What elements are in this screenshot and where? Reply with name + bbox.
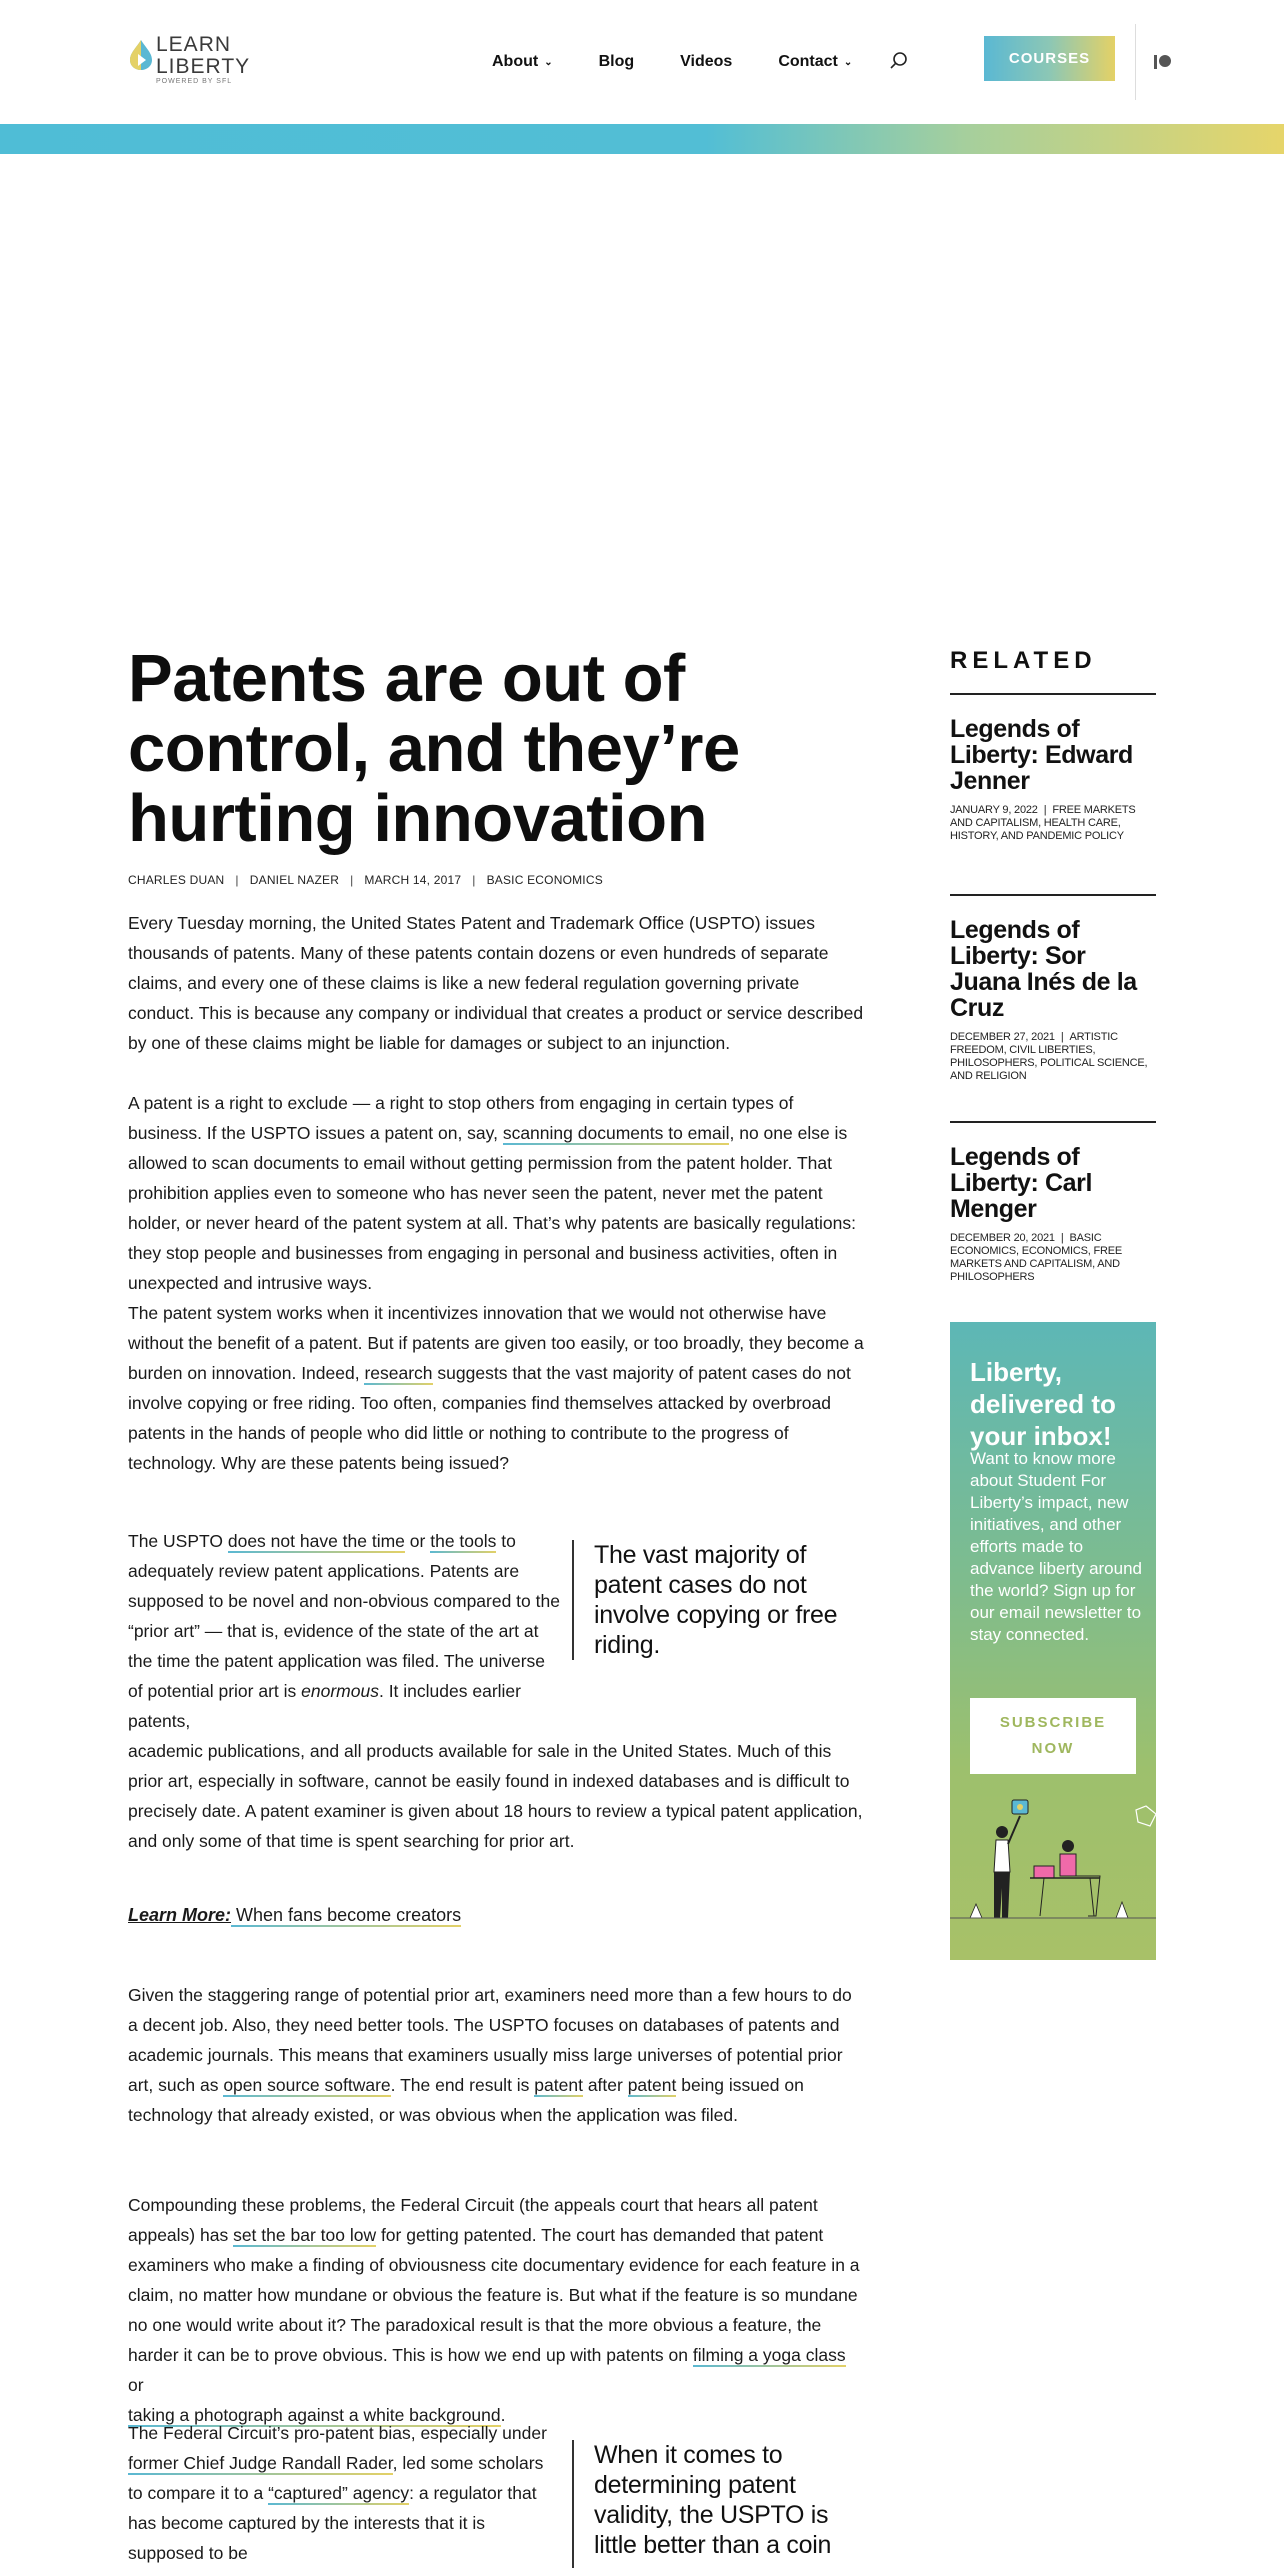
logo-tagline: POWERED BY SFL: [156, 78, 233, 85]
inline-link[interactable]: research: [364, 1363, 433, 1383]
article-paragraph: Every Tuesday morning, the United States Patent and Trademark Office (USPTO) issues thousands of patents. Many of these patents contain dozens or even hundreds of separate claims, and every one of these claims is like a new federal regulation governing private conduct. This is because any company or individual that creates a product or service described by one of these claims might be liable for damages or subject to an injunction.: [128, 913, 864, 1053]
site-header: [0, 0, 1284, 124]
inline-link[interactable]: set the bar too low: [233, 2225, 377, 2245]
inline-link[interactable]: filming a yoga class: [692, 2345, 846, 2365]
article-paragraph: The USPTO does not have the time or the tools to adequately review patent applications. Patents are supposed to be novel and non-obvious compared to the “prior art” — that is, evidence of the state of the art at the time the patent application was filed. The universe of potential prior art is enormous. It includes earlier patents, academic publications, and all products available for sale in the United States. Much of this prior art, especially in software, cannot be easily found in indexed databases and is difficult to precisely date. A patent examiner is given about 18 hours to review a typical patent application, and only some of that time is spent searching for prior art.: [128, 1531, 863, 1851]
article-date: MARCH 14, 2017: [364, 873, 462, 887]
chevron-down-icon: ⌄: [544, 56, 553, 68]
nav-videos[interactable]: Videos: [680, 53, 733, 70]
newsletter-illustration: [950, 1792, 1156, 1960]
related-meta: DECEMBER 27, 2021 | ARTISTIC FREEDOM, CIVIL LIBERTIES, PHILOSOPHERS, POLITICAL SCIENCE, AND RELIGION: [950, 1031, 1148, 1082]
related-title[interactable]: Legends of Liberty: Carl Menger: [950, 1143, 1093, 1223]
hero-gradient-band: [0, 124, 1284, 154]
article-meta: CHARLES DUAN | DANIEL NAZER | MARCH 14, 2017 | BASIC ECONOMICS: [128, 873, 603, 887]
related-meta: DECEMBER 20, 2021 | BASIC ECONOMICS, ECONOMICS, FREE MARKETS AND CAPITALISM, AND PHILOSOPHERS: [950, 1232, 1123, 1283]
article-paragraph: The Federal Circuit’s pro-patent bias, especially under former Chief Judge Randall Rader, led some scholars to compare it to a “captured” agency: a regulator that has become captured by the interests that it is supposed to be: [128, 2423, 547, 2563]
inline-link[interactable]: does not have the time: [227, 1531, 405, 1551]
inline-link[interactable]: “captured” agency: [268, 2483, 410, 2503]
article-paragraph: The patent system works when it incentivizes innovation that we would not otherwise have without the benefit of a patent. But if patents are given too easily, or too broadly, they become a burden on innovation. Indeed, research suggests that the vast majority of patent cases do not involve copying or free riding. Too often, companies find themselves attacked by overbroad patents in the hands of people who did little or nothing to contribute to the progress of technology. Why are these patents being issued?: [128, 1303, 864, 1473]
subscribe-button[interactable]: SUBSCRIBE NOW: [970, 1698, 1136, 1774]
newsletter-card: [950, 1322, 1156, 1960]
related-meta: JANUARY 9, 2022 | FREE MARKETS AND CAPITALISM, HEALTH CARE, HISTORY, AND PANDEMIC POLICY: [950, 804, 1136, 842]
pull-quote: The vast majority of patent cases do not involve copying or free riding.: [572, 1540, 872, 1660]
related-item[interactable]: [950, 1144, 1156, 1284]
logo-drop-icon: [128, 38, 154, 72]
category-link[interactable]: BASIC ECONOMICS: [486, 873, 603, 887]
learn-more-link[interactable]: When fans become creators: [231, 1905, 462, 1925]
nav-contact[interactable]: Contact ⌄: [778, 53, 853, 70]
learn-more-label: Learn More:: [128, 1905, 232, 1925]
inline-link[interactable]: scanning documents to email: [502, 1123, 730, 1143]
nav-blog[interactable]: Blog: [598, 53, 635, 70]
inline-link[interactable]: taking a photograph against a white background: [128, 2405, 501, 2425]
logo[interactable]: [128, 33, 251, 88]
newsletter-title: Liberty, delivered to your inbox!: [970, 1357, 1116, 1451]
learn-more: [128, 1900, 461, 1930]
pull-quote: When it comes to determining patent validity, the USPTO is little better than a coin: [572, 2440, 872, 2568]
newsletter-body: Want to know more about Student For Liberty’s impact, new initiatives, and other efforts made to advance liberty around the world? Sign up for our email newsletter to stay connected.: [970, 1449, 1143, 1644]
article-paragraph: A patent is a right to exclude — a right to stop others from engaging in certain types of business. If the USPTO issues a patent on, say, scanning documents to email, no one else is allowed to scan documents to email without getting permission from the patent holder. That prohibition applies even to someone who has never seen the patent, never met the patent holder, or never heard of the patent system at all. That’s why patents are basically regulations: they stop people and businesses from engaging in personal and business activities, often in unexpected and intrusive ways.: [128, 1093, 856, 1293]
article-paragraph: Compounding these problems, the Federal Circuit (the appeals court that hears all patent appeals) has set the bar too low for getting patented. The court has demanded that patent examiners who make a finding of obviousness cite documentary evidence for each feature in a claim, no matter how mundane or obvious the feature is. But what if the feature is so mundane no one would write about it? The paradoxical result is that the more obvious a feature, the harder it can be to prove obvious. This is how we end up with patents on filming a yoga class or taking a photograph against a white background.: [128, 2195, 860, 2425]
inline-link[interactable]: patent: [534, 2075, 583, 2095]
article-title: Patents are out of control, and they’re hurting innovation: [128, 641, 740, 856]
related-title[interactable]: Legends of Liberty: Sor Juana Inés de la Cruz: [950, 916, 1137, 1022]
related-item[interactable]: [950, 917, 1156, 1083]
inline-link[interactable]: the tools: [430, 1531, 497, 1551]
nav-about[interactable]: About ⌄: [492, 53, 553, 70]
article-paragraph: Given the staggering range of potential prior art, examiners need more than a few hours to do a decent job. Also, they need better tools. The USPTO focuses on databases of patents and academic journals. This means that examiners usually miss large universes of potential prior art, such as open source software. The end result is patent after patent being issued on technology that already existed, or was obvious when the application was filed.: [128, 1985, 852, 2125]
courses-button[interactable]: COURSES: [984, 36, 1115, 81]
logo-text: LEARN LIBERTY: [156, 33, 251, 78]
patreon-icon[interactable]: [1154, 54, 1172, 70]
author-link[interactable]: CHARLES DUAN: [128, 873, 225, 887]
related-heading: RELATED: [950, 647, 1097, 674]
related-title[interactable]: Legends of Liberty: Edward Jenner: [950, 715, 1133, 795]
inline-link[interactable]: former Chief Judge Randall Rader: [128, 2453, 393, 2473]
divider: [950, 1121, 1156, 1123]
author-link[interactable]: DANIEL NAZER: [249, 873, 340, 887]
divider: [950, 894, 1156, 896]
main-nav: [492, 50, 898, 74]
inline-link[interactable]: open source software: [223, 2075, 391, 2095]
divider: [950, 693, 1156, 695]
related-item[interactable]: [950, 716, 1156, 843]
chevron-down-icon: ⌄: [843, 56, 853, 68]
inline-link[interactable]: patent: [627, 2075, 677, 2095]
search-icon[interactable]: [888, 50, 910, 72]
header-divider: [1135, 24, 1136, 100]
